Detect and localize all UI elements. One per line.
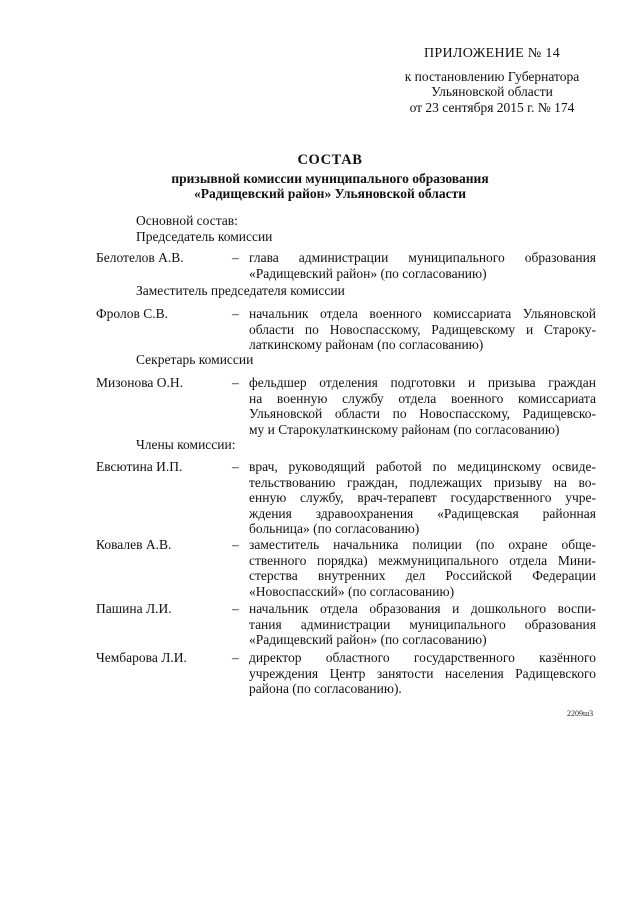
heading-title: СОСТАВ	[297, 152, 363, 168]
heading-line-2: призывной комиссии муниципального образования	[171, 170, 489, 186]
member-name: Фролов С.В.	[96, 306, 168, 321]
member-role	[249, 375, 596, 437]
role-line: района (по согласованию).	[249, 681, 402, 696]
appendix-line-2: Ульяновской области	[431, 84, 553, 99]
role-line: «Радищевский район» (по согласованию)	[249, 265, 487, 281]
role-line: ственного порядка) межмуниципального отдела Мини-	[249, 552, 596, 568]
dash: –	[232, 601, 239, 616]
role-line: глава администрации муниципального образования	[249, 250, 596, 265]
member-role	[249, 537, 596, 599]
role-line: начальник отдела образования и дошкольного воспи-	[249, 601, 596, 616]
member-role	[249, 459, 596, 537]
role-line: му и Старокулаткинскому районам (по согласованию)	[249, 421, 560, 437]
section-secretary: Секретарь комиссии	[136, 352, 254, 367]
role-line: области по Новоспасскому, Радищевскому и Староку-	[249, 321, 596, 337]
document-code: 2209ш3	[567, 709, 594, 718]
document-heading	[80, 153, 580, 202]
appendix-title: ПРИЛОЖЕНИЕ № 14	[424, 46, 560, 61]
member-name: Евсютина И.П.	[96, 459, 183, 474]
role-line: Ульяновской области по Новоспасскому, Радищевско-	[249, 406, 596, 421]
member-name: Мизонова О.Н.	[96, 375, 184, 390]
role-line: «Радищевский район» (по согласованию)	[249, 632, 487, 647]
member-role	[249, 601, 596, 648]
role-line: фельдшер отделения подготовки и призыва граждан	[249, 375, 596, 390]
role-line: больница» (по согласованию)	[249, 521, 420, 536]
role-line: стерства внутренних дел Российской Федерации	[249, 568, 596, 583]
role-line: учреждения Центр занятости населения Радищевского	[249, 665, 596, 681]
dash: –	[232, 537, 239, 552]
role-line: начальник отдела военного комиссариата Ульяновской	[249, 306, 596, 321]
role-line: врач, руководящий работой по медицинскому освиде-	[249, 459, 596, 474]
dash: –	[232, 650, 239, 665]
appendix-block	[372, 46, 612, 115]
role-line: латкинскому районам (по согласованию)	[249, 337, 484, 352]
role-line: на военную службу отдела военного комиссариата	[249, 390, 596, 406]
member-name: Чембарова Л.И.	[96, 650, 187, 665]
dash: –	[232, 459, 239, 474]
role-line: «Новоспасский» (по согласованию)	[249, 583, 455, 599]
heading-line-3: «Радищевский район» Ульяновской области	[193, 186, 467, 201]
member-role	[249, 306, 596, 353]
member-role	[249, 650, 596, 697]
section-deputy: Заместитель председателя комиссии	[136, 283, 345, 298]
role-line: ждения здравоохранения «Радищевская районная	[249, 505, 596, 521]
dash: –	[232, 306, 239, 321]
role-line: заместитель начальника полиции (по охране обще-	[249, 537, 596, 552]
member-name: Белотелов А.В.	[96, 250, 184, 265]
role-line: енную службу, врач-терапевт государственного учре-	[249, 490, 596, 505]
appendix-line-1: к постановлению Губернатора	[404, 68, 580, 84]
section-main: Основной состав:	[136, 213, 238, 228]
dash: –	[232, 250, 239, 265]
section-chair: Председатель комиссии	[136, 229, 273, 244]
dash: –	[232, 375, 239, 390]
member-name: Пашина Л.И.	[96, 601, 172, 616]
appendix-line-3: от 23 сентября 2015 г. № 174	[409, 99, 575, 115]
role-line: тания администрации муниципального образования	[249, 616, 596, 632]
role-line: директор областного государственного казённого	[249, 650, 596, 665]
role-line: тельствованию граждан, подлежащих призыву на во-	[249, 474, 596, 490]
section-members: Члены комиссии:	[136, 437, 236, 452]
member-name: Ковалев А.В.	[96, 537, 172, 552]
member-role	[249, 250, 596, 281]
